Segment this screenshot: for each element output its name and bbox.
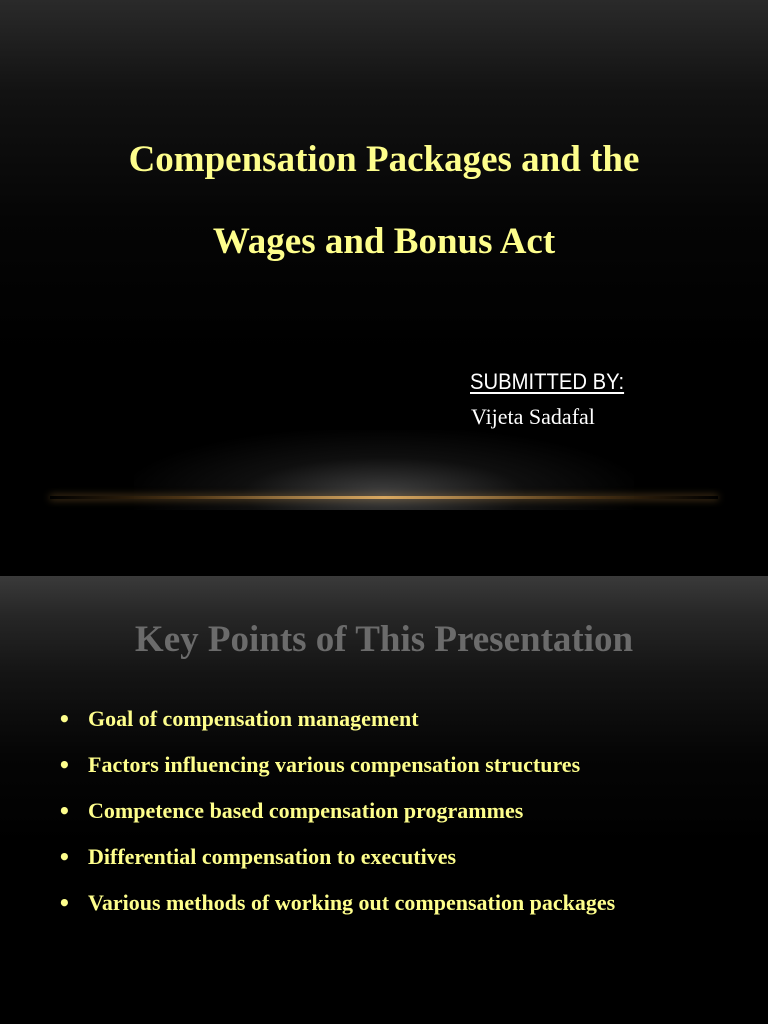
slide-heading: Key Points of This Presentation: [134, 619, 634, 660]
list-item-text: Goal of compensation management: [88, 706, 419, 731]
key-points-slide: [0, 576, 768, 1024]
bullet-icon: •: [58, 753, 71, 777]
bullet-icon: •: [58, 891, 71, 915]
author-name: Vijeta Sadafal: [471, 404, 595, 429]
bullet-icon: •: [58, 845, 71, 869]
horizon-glow-line: [50, 496, 718, 499]
list-item-text: Competence based compensation programmes: [88, 798, 524, 823]
submitted-by-label: SUBMITTED BY:: [470, 369, 625, 394]
list-item-text: Various methods of working out compensation packages: [88, 890, 616, 915]
bullet-icon: •: [58, 799, 71, 823]
slide-title-line-1: Compensation Packages and the: [128, 139, 640, 180]
list-item-text: Factors influencing various compensation structures: [88, 752, 581, 777]
list-item-text: Differential compensation to executives: [88, 844, 457, 869]
slide-title-line-2: Wages and Bonus Act: [212, 221, 556, 262]
bullet-icon: •: [58, 707, 71, 731]
